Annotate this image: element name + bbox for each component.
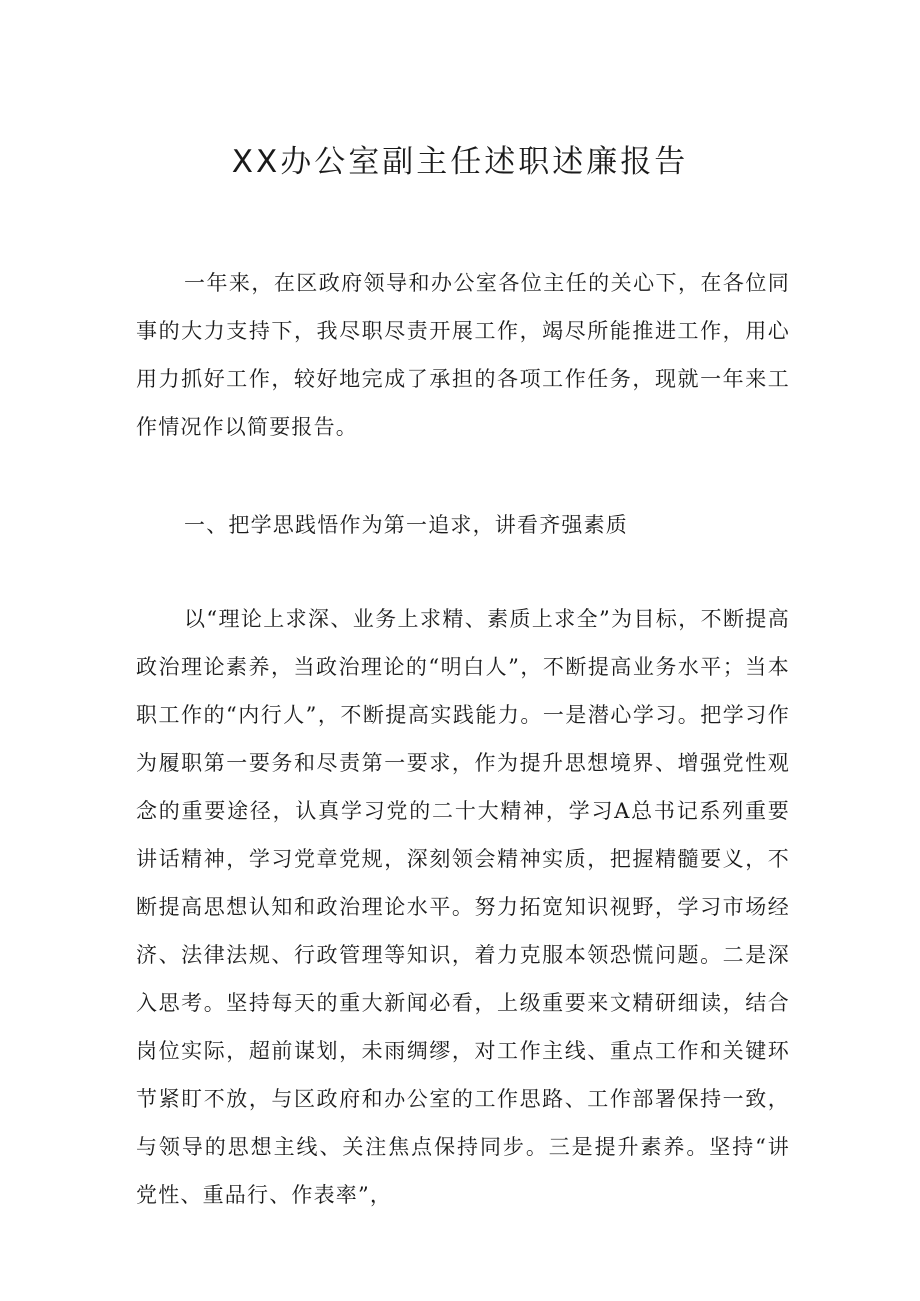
section-heading: 一、把学思践悟作为第一追求，讲看齐强素质 bbox=[184, 513, 628, 537]
document-title: XX办公室副主任述职述廉报告 bbox=[231, 144, 689, 180]
section-body-paragraph: 以“理论上求深、业务上求精、素质上求全”为目标，不断提高政治理论素养，当政治理论的“明白人”，不断提高业务水平；当本职工作的“内行人”，不断提高实践能力。一是潜心学习。把学习作为履职第一要务和尽责第一要求，作为提升思想境界、增强党性观念的重要途径，认真学习党的二十大精神，学习A总书记系列重要讲话精神，学习党章党规，深刻领会精神实质，把握精髓要义，不断提高思想认知和政治理论水平。努力拓宽知识视野，学习市场经济、法律法规、行政管理等知识，着力克服本领恐慌问题。二是深入思考。坚持每天的重大新闻必看，上级重要来文精研细读，结合岗位实际，超前谋划，未雨绸缪，对工作主线、重点工作和关键环节紧盯不放，与区政府和办公室的工作思路、工作部署保持一致，与领导的思想主线、关注焦点保持同步。三是提升素养。坚持“讲党性、重品行、作表率”， bbox=[136, 607, 790, 1207]
intro-paragraph: 一年来，在区政府领导和办公室各位主任的关心下，在各位同事的大力支持下，我尽职尽责开展工作，竭尽所能推进工作，用心用力抓好工作，较好地完成了承担的各项工作任务，现就一年来工作情况作以简要报告。 bbox=[136, 271, 790, 439]
